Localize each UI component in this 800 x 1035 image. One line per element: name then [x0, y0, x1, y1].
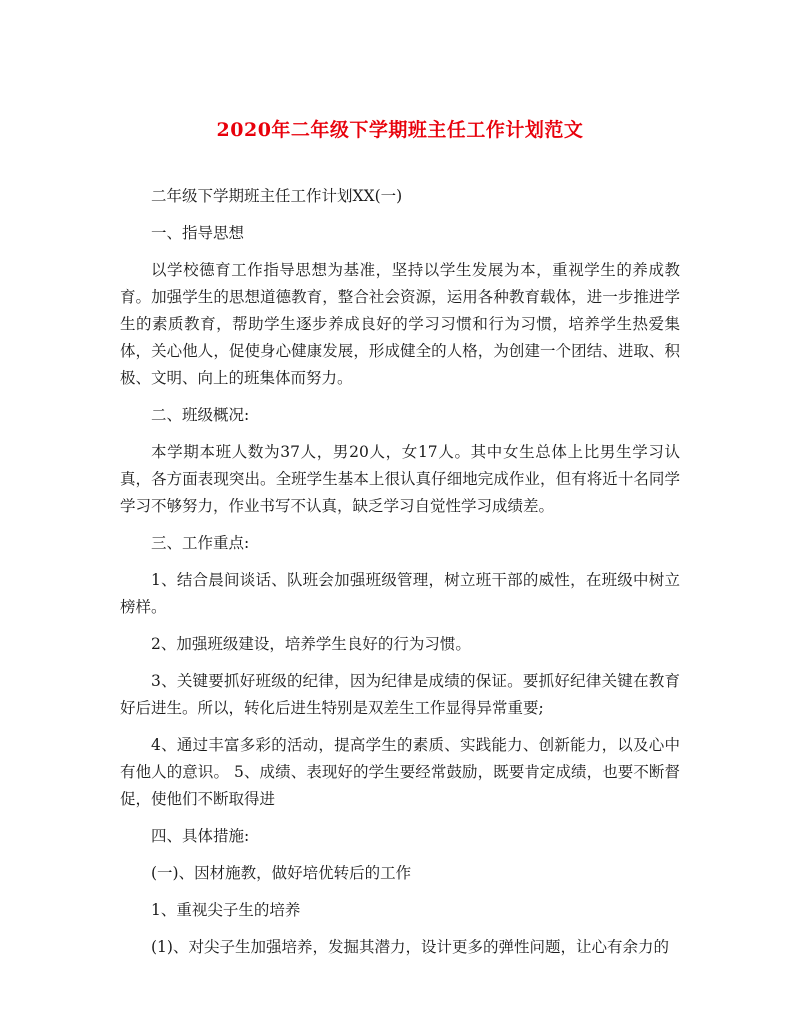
- paragraph-focus-item-2: 2、加强班级建设，培养学生良好的行为习惯。: [151, 635, 471, 653]
- paragraph-guiding-ideology: 以学校德育工作指导思想为基准，坚持以学生发展为本，重视学生的养成教育。加强学生的思想道德教育，整合社会资源，运用各种教育载体，进一步推进学生的素质教育，帮助学生逐步养成良好的学习习惯和行为习惯，培养学生热爱集体，关心他人，促使身心健康发展，形成健全的人格，为创建一个团结、进取、积极、文明、向上的班集体而努力。: [120, 261, 680, 387]
- paragraph-measure-subheading: (一)、因材施教，做好培优转后的工作: [151, 864, 412, 882]
- paragraph-measure-item-1-1: (1)、对尖子生加强培养，发掘其潜力，设计更多的弹性问题，让心有余力的: [151, 938, 669, 956]
- document-body: [120, 183, 680, 961]
- paragraph-focus-item-3: 3、关键要抓好班级的纪律，因为纪律是成绩的保证。要抓好纪律关键在教育好后进生。所以，转化后进生特别是双差生工作显得异常重要;: [120, 672, 680, 717]
- section-heading-work-focus: 三、工作重点:: [151, 534, 250, 552]
- paragraph-measure-item-1: 1、重视尖子生的培养: [151, 901, 301, 919]
- paragraph-focus-item-1: 1、结合晨间谈话、队班会加强班级管理，树立班干部的威性，在班级中树立榜样。: [120, 571, 680, 616]
- section-heading-specific-measures: 四、具体措施:: [151, 827, 250, 845]
- document-title: 2020年二年级下学期班主任工作计划范文: [216, 119, 584, 141]
- paragraph-plan-heading: 二年级下学期班主任工作计划XX(一): [151, 187, 403, 205]
- section-heading-class-overview: 二、班级概况:: [151, 406, 250, 424]
- paragraph-class-overview: 本学期本班人数为37人，男20人，女17人。其中女生总体上比男生学习认真，各方面表现突出。全班学生基本上很认真仔细地完成作业，但有将近十名同学学习不够努力，作业书写不认真，缺乏学习自觉性学习成绩差。: [120, 443, 680, 515]
- paragraph-focus-item-4-5: 4、通过丰富多彩的活动，提高学生的素质、实践能力、创新能力，以及心中有他人的意识。 5、成绩、表现好的学生要经常鼓励，既要肯定成绩，也要不断督促，使他们不断取得进: [120, 736, 680, 808]
- section-heading-guiding-ideology: 一、指导思想: [151, 224, 245, 242]
